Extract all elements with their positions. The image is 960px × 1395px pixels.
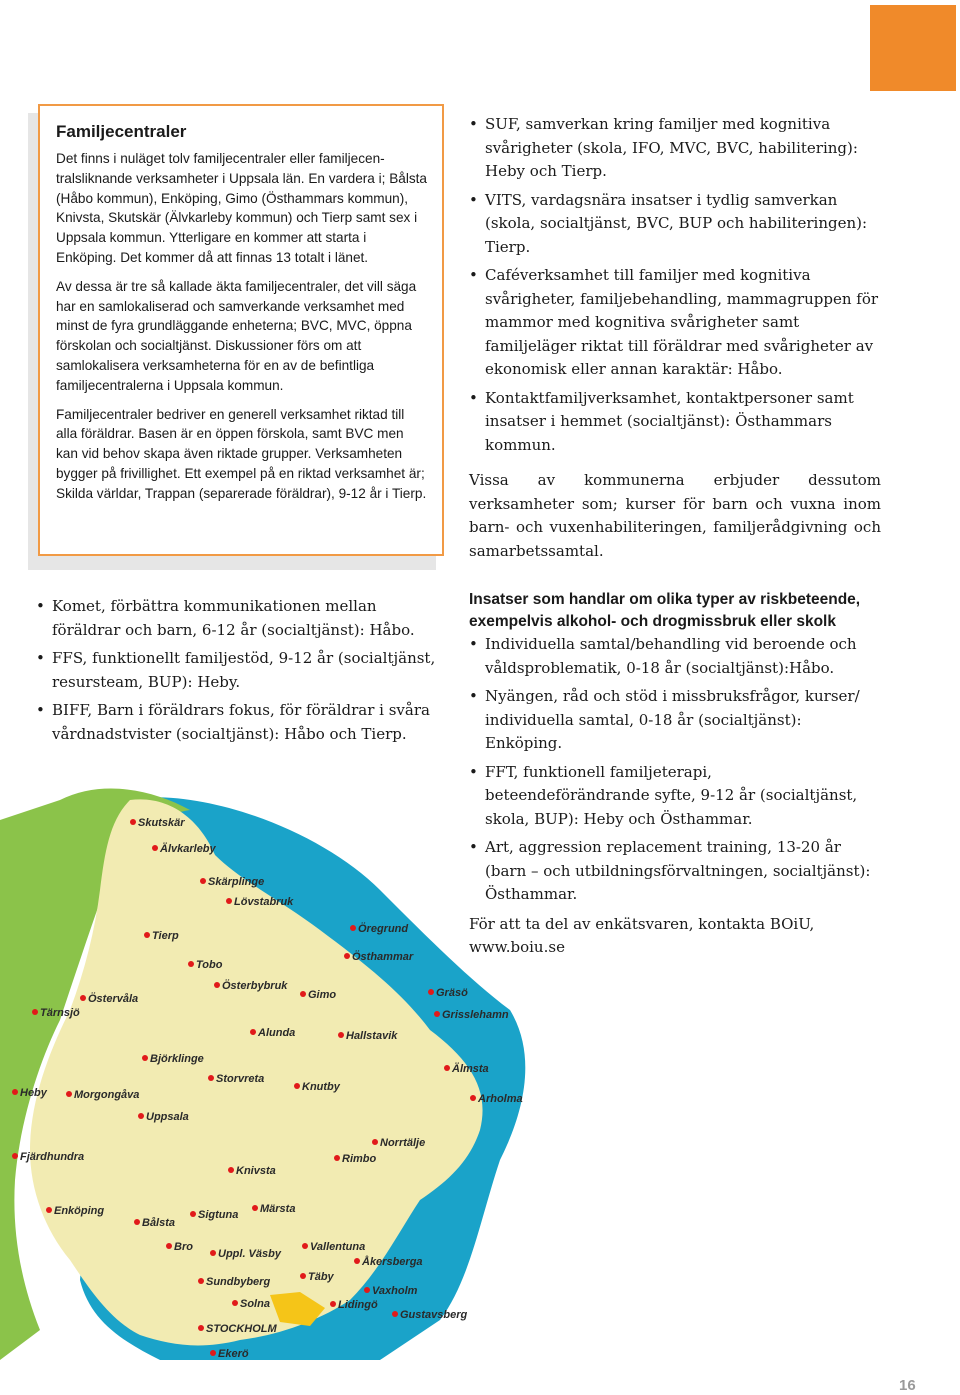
map-town-dot [12,1089,18,1095]
map-town-label: Skutskär [138,817,185,829]
map-town-label: Grisslehamn [442,1009,509,1021]
map-town-label: Storvreta [216,1073,265,1085]
section-heading: Insatser som handlar om olika typer av riskbeteende, exempelvis alkohol- och drogmissbruk eller skolk [469,591,861,630]
map-town-dot [226,898,232,904]
page-number: 16 [899,1377,916,1394]
factbox-title: Familjecentraler [56,122,187,141]
map-town-label: Sigtuna [198,1209,239,1221]
map-town-label: Knivsta [236,1165,276,1177]
map-town-dot [188,961,194,967]
map-town-label: Sundbyberg [206,1276,271,1288]
map-town-label: Tierp [152,930,179,942]
map-town-label: Uppsala [146,1111,189,1123]
map-town-dot [300,1273,306,1279]
map-town-label: Bro [174,1241,193,1253]
left-bullet-list [36,595,436,751]
map-town-label: Vaxholm [372,1285,418,1297]
map-town-dot [80,995,86,1001]
map-town-label: Hallstavik [346,1030,398,1042]
map-town-dot [302,1243,308,1249]
map-town-label: Gustavsberg [400,1309,468,1321]
map-town-dot [166,1243,172,1249]
map-town-label: Gimo [308,989,337,1001]
map-town-dot [138,1113,144,1119]
map-town-dot [300,991,306,997]
factbox-familjecentraler [38,104,444,556]
map-town-dot [330,1301,336,1307]
map-town-dot [208,1075,214,1081]
map-town-dot [200,878,206,884]
map-town-dot [228,1167,234,1173]
factbox-paragraph-2: Av dessa är tre så kallade äkta familjecentraler, det vill säga har en samlokaliserad och samverkande verksamhet med minst de fyra grundläggande enheterna; BVC, MVC, öppna förskolan och socialtjänst. Diskussioner förs om att samlokalisera verksamheterna för en av de befintliga familjecentralerna i Uppsala kommun. [56,278,417,393]
map-town-label: Norrtälje [380,1137,426,1149]
map-town-dot [130,819,136,825]
list-item: • Art, aggression replacement training, 13-20 år (barn – och utbildningsförvaltningen, socialtjänst): Östhammar. [469,836,881,907]
map-town-label: Alunda [258,1027,296,1039]
map-town-dot [354,1258,360,1264]
map-town-dot [334,1155,340,1161]
map-town-label: Solna [240,1298,270,1310]
map-town-label: Tärnsjö [40,1007,80,1019]
map-town-label: Bålsta [142,1217,176,1229]
list-item: • Individuella samtal/behandling vid beroende och våldsproblematik, 0-18 år (socialtjänst):Håbo. [469,633,881,680]
right-paragraph: Vissa av kommunerna erbjuder dessutom verksamheter som; kurser för barn och vuxna inom barn- och vuxenhabiliteringen, familjerådgivning och samarbetssamtal. [469,471,881,560]
map-town-dot [470,1095,476,1101]
list-item: • BIFF, Barn i föräldrars fokus, för föräldrar i svåra vårdnadstvister (socialtjänst): Håbo och Tierp. [36,699,436,746]
map-town-label: Åkersberga [362,1256,423,1268]
map-town-label: Skärplinge [208,876,265,888]
right-bullet-list-1 [469,113,881,457]
list-item: • FFT, funktionell familjeterapi, beteendeförändrande syfte, 9-12 år (socialtjänst, skola, BUP): Heby och Östhammar. [469,761,881,832]
map-town-dot [198,1325,204,1331]
map-town-dot [134,1219,140,1225]
list-item: • Nyängen, råd och stöd i missbruksfrågor, kurser/ individuella samtal, 0-18 år (socialtjänst): Enköping. [469,685,881,756]
list-item: • FFS, funktionellt familjestöd, 9-12 år (socialtjänst, resursteam, BUP): Heby. [36,647,436,694]
map-town-label: Knutby [302,1081,340,1093]
map-town-label: Täby [308,1271,334,1283]
map-town-label: Östervåla [88,993,139,1005]
map-town-label: Lövstabruk [234,896,294,908]
closing-contact: För att ta del av enkätsvaren, kontakta BOiU, www.boiu.se [469,914,815,956]
map-town-label: Vallentuna [310,1241,366,1253]
map-town-label: Östhammar [352,951,414,963]
map-town-dot [46,1207,52,1213]
map-town-dot [66,1091,72,1097]
map-town-label: Öregrund [358,923,409,935]
map-town-label: Älvkarleby [160,843,216,855]
map-town-dot [232,1300,238,1306]
map-town-label: Arholma [478,1093,523,1105]
map-town-label: Rimbo [342,1153,377,1165]
orange-corner-tab [870,5,956,91]
map-town-label: Tobo [196,959,223,971]
map-town-label: STOCKHOLM [206,1323,277,1335]
map-town-dot [190,1211,196,1217]
map-town-dot [444,1065,450,1071]
uppsala-county-map [0,760,560,1370]
map-town-dot [198,1278,204,1284]
map-town-dot [32,1009,38,1015]
map-town-label: Österbybruk [222,980,288,992]
map-town-dot [210,1250,216,1256]
map-town-label: Heby [20,1087,47,1099]
map-town-dot [294,1083,300,1089]
map-town-dot [210,1350,216,1356]
list-item: • Caféverksamhet till familjer med kognitiva svårigheter, familjebehandling, mammagruppen för mammor med kognitiva svårigheter samt familjeläger riktat till föräldrar med svårigheter av ekonomisk eller annan karaktär: Håbo. [469,264,881,382]
map-town-label: Ekerö [218,1348,249,1360]
list-item: • VITS, vardagsnära insatser i tydlig samverkan (skola, socialtjänst, BVC, BUP och habiliteringen): Tierp. [469,189,881,260]
map-town-dot [350,925,356,931]
factbox-paragraph-1: Det finns i nuläget tolv familjecentraler eller familjecentralsliknande verksamheter i Uppsala län. En vardera i; Bålsta (Håbo kommun), Enköping, Gimo (Östhammars kommun), Knivsta, Skutskär (Älvkarleby kommun) och Tierp samt sex i Uppsala kommun. Ytterligare en kommer att starta i Enköping. Det kommer då att finnas 13 totalt i länet. [56,151,427,265]
map-town-dot [152,845,158,851]
map-town-dot [252,1205,258,1211]
map-town-dot [12,1153,18,1159]
map-town-label: Morgongåva [74,1089,140,1101]
map-town-label: Lidingö [338,1299,378,1311]
map-town-dot [214,982,220,988]
map-town-dot [428,989,434,995]
map-town-label: Fjärdhundra [20,1151,85,1163]
list-item: • Komet, förbättra kommunikationen mellan föräldrar och barn, 6-12 år (socialtjänst): Håbo. [36,595,436,642]
map-town-dot [364,1287,370,1293]
list-item: • SUF, samverkan kring familjer med kognitiva svårigheter (skola, IFO, MVC, BVC, habilitering): Heby och Tierp. [469,113,881,184]
map-town-dot [338,1032,344,1038]
map-town-label: Uppl. Väsby [218,1248,281,1260]
list-item: • Kontaktfamiljverksamhet, kontaktpersoner samt insatser i hemmet (socialtjänst): Östhammars kommun. [469,387,881,458]
map-town-dot [434,1011,440,1017]
map-town-label: Enköping [54,1205,105,1217]
map-town-label: Älmsta [452,1063,489,1075]
map-town-label: Björklinge [150,1053,204,1065]
map-town-dot [392,1311,398,1317]
map-town-dot [344,953,350,959]
map-town-dot [250,1029,256,1035]
map-town-label: Gräsö [436,987,468,999]
factbox-paragraph-3: Familjecentraler bedriver en generell verksamhet riktad till alla föräldrar. Basen är en öppen förskola, samt BVC men kan vid behov skapa även riktade grupper. Verksamheten bygger på frivillighet. Ett exempel på en riktad verksamhet är; Skilda världar, Trappan (separerade föräldrar), 9-12 år i Tierp. [56,406,427,501]
map-town-label: Märsta [260,1203,296,1215]
map-town-dot [144,932,150,938]
map-town-dot [372,1139,378,1145]
map-town-dot [142,1055,148,1061]
